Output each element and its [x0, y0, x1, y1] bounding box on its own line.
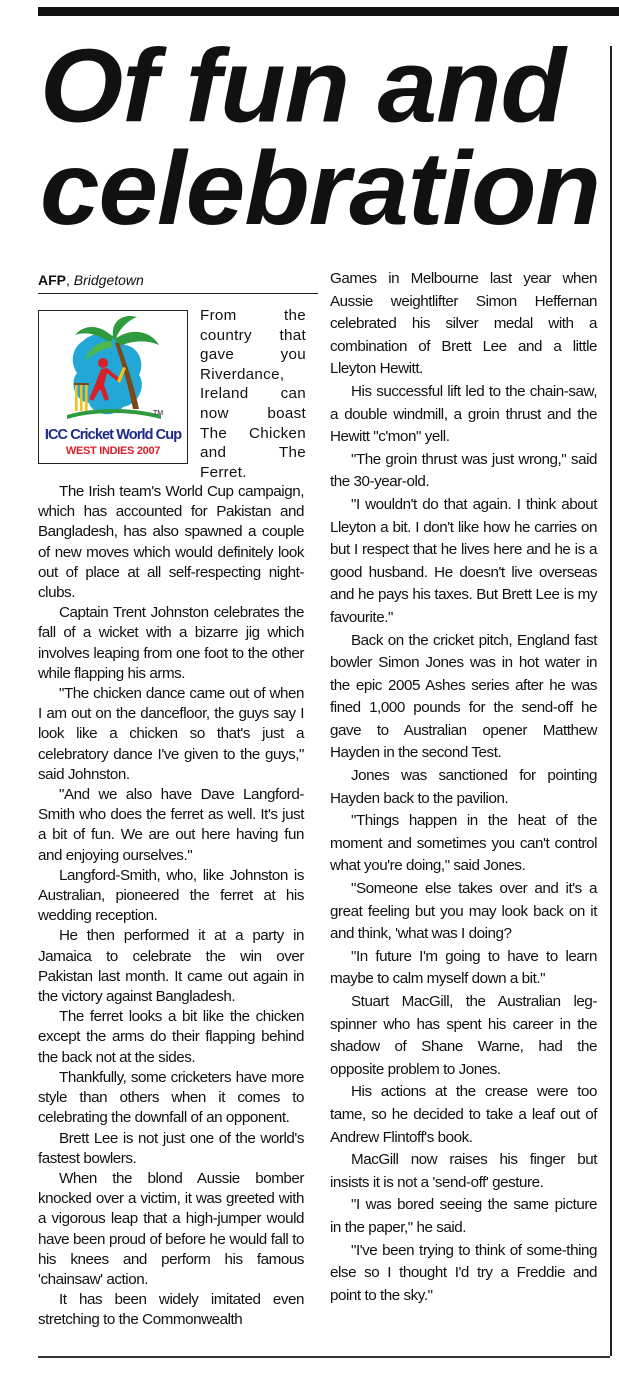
paragraph: Captain Trent Johnston celebrates the fall of a wicket with a bizarre jig which involves leaping from one foot to the other while flapping his arms.: [38, 604, 304, 682]
paragraph: "I was bored seeing the same picture in the paper," he said.: [330, 1196, 597, 1236]
world-cup-logo: [38, 310, 188, 464]
headline: [40, 27, 608, 247]
paragraph: It has been widely imitated even stretching to the Commonwealth: [38, 1291, 304, 1329]
logo-stump-2: [80, 385, 83, 411]
paragraph: His actions at the crease were too tame, so he decided to take a leaf out of Andrew Flintoff's book.: [330, 1083, 597, 1146]
byline-rule: [38, 293, 318, 294]
paragraph: MacGill now raises his finger but insists it is not a 'send-off' gesture.: [330, 1151, 597, 1191]
paragraph: Jones was sanctioned for pointing Hayden back to the pavilion.: [330, 767, 597, 807]
paragraph: Brett Lee is not just one of the world's fastest bowlers.: [38, 1129, 304, 1167]
paragraph: "I've been trying to think of some-thing else so I thought I'd try a Freddie and point to the sky.": [330, 1241, 597, 1304]
paragraph: The Irish team's World Cup campaign, which has accounted for Pakistan and Bangladesh, has also spawned a couple of new moves which would definitely look out of place at all self-respecting night-clubs.: [38, 483, 304, 602]
byline-agency: AFP: [38, 272, 66, 288]
column-divider: [610, 46, 612, 1356]
right-column: [330, 268, 597, 1307]
logo-palm-frond-right: [115, 332, 159, 347]
paragraph: The ferret looks a bit like the chicken except the arms do their flapping behind the back not at the sides.: [38, 1008, 304, 1066]
headline-line-2: celebration: [40, 130, 600, 247]
byline-place: Bridgetown: [73, 272, 144, 288]
paragraph: When the blond Aussie bomber knocked over a victim, it was greeted with a vigorous leap that a high-jumper would have been proud of before he would fall to his knees and perform his famous 'chainsaw' action.: [38, 1169, 304, 1288]
logo-trademark: TM: [153, 410, 164, 417]
paragraph: He then performed it at a party in Jamaica to celebrate the win over Pakistan last month. It came out again in the victory against Bangladesh.: [38, 927, 304, 1006]
paragraph: Thankfully, some cricketers have more style than others when it comes to celebrating the downfall of an opponent.: [38, 1068, 304, 1127]
paragraph: "Things happen in the heat of the moment and sometimes you can't control what you're doing," said Jones.: [330, 812, 597, 875]
bottom-rule: [38, 1356, 610, 1358]
byline: AFP, Bridgetown: [38, 272, 144, 288]
paragraph: "The groin thrust was just wrong," said the 30-year-old.: [330, 450, 597, 491]
paragraph: Langford-Smith, who, like Johnston is Australian, pioneered the ferret at his wedding reception.: [38, 866, 304, 925]
paragraph: His successful lift led to the chain-saw, a double windmill, a groin thrust and the Hewitt "c'mon" yell.: [330, 382, 597, 446]
paragraph: Back on the cricket pitch, England fast bowler Simon Jones was in hot water in the epic 2005 Ashes series after he was fined 1,000 pounds for the send-off he gave to Australian opener Matthew Hayden in the second Test.: [330, 631, 597, 762]
paragraph: Games in Melbourne last year when Aussie weightlifter Simon Heffernan celebrated his silver medal with a combination of Brett Lee and a little Lleyton Hewitt.: [330, 270, 597, 378]
logo-subtitle: WEST INDIES 2007: [65, 445, 161, 457]
logo-bails: [74, 383, 89, 385]
paragraph: "I wouldn't do that again. I think about Lleyton a bit. I don't like how he carries on but I respect that he lives here and he is a good husband. He doesn't live overseas and he pays his taxes. But Brett Lee is my favourite.": [330, 495, 597, 626]
paragraph: "And we also have Dave Langford-Smith who does the ferret as well. It's just a bit of fun. We are out here having fun and enjoying ourselves.": [38, 786, 304, 864]
palm-tree-cricketer-icon: [53, 311, 173, 429]
paragraph: "Someone else takes over and it's a great feeling but you may look back on it and think, 'what was I doing?: [330, 880, 597, 943]
logo-cricketer-head: [98, 358, 108, 368]
headline-line-1: Of fun and: [40, 27, 565, 144]
logo-title: ICC Cricket World Cup: [44, 427, 182, 443]
paragraph: "In future I'm going to have to learn maybe to calm myself down a bit.": [330, 947, 597, 988]
paragraph: Stuart MacGill, the Australian leg-spinner who has spent his career in the shadow of Shane Warne, had the opposite problem to Jones.: [330, 993, 597, 1078]
intro-paragraph: From the country that gave you Riverdance, Ireland can now boast The Chicken and The Ferret.: [200, 307, 306, 481]
top-rule: [38, 7, 619, 16]
logo-stump-1: [75, 385, 78, 411]
left-column: [38, 482, 304, 1331]
logo-stump-3: [85, 385, 88, 411]
paragraph: "The chicken dance came out of when I am out on the dancefloor, the guys say I look like a chicken so that's just a celebratory dance I've given to the guys," said Johnston.: [38, 685, 304, 783]
